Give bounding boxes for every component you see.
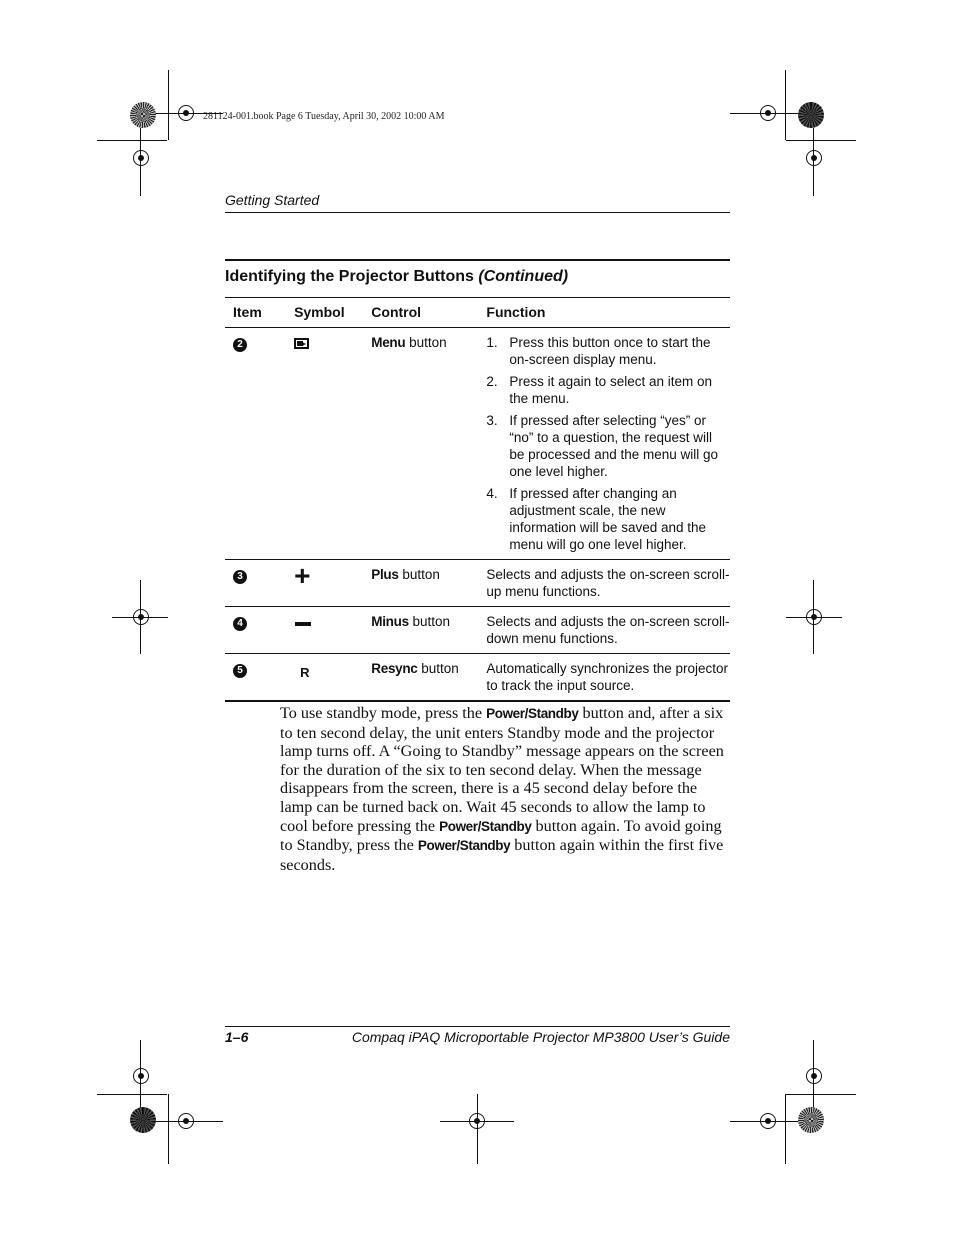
standby-paragraph: To use standby mode, press the Power/Standby button and, after a six to ten second delay, the unit enters Standby mode and the projector lamp turns off. A “Going to Standby” message appears on the screen for the duration of the six to ten second delay. When the message disappears from the screen, there is a 45 second delay before the lamp can be turned back on. Wait 45 seconds to allow the lamp to cool before pressing the Power/Standby button again. To avoid going to Standby, press the Power/Standby button again within the first five seconds. (280, 704, 724, 874)
minus-icon (295, 622, 311, 626)
table-top-rule (225, 259, 730, 261)
table-row (225, 328, 730, 560)
control-suffix: button (408, 614, 451, 629)
table-header-row (225, 298, 730, 328)
list-item: 2. Press it again to select an item on the menu. (486, 374, 712, 406)
color-target-icon (798, 102, 824, 128)
color-target-icon (798, 1107, 824, 1133)
item-number-badge: 4 (233, 617, 247, 631)
power-standby-button-name: Power/Standby (439, 818, 532, 834)
table-title (225, 268, 568, 286)
menu-icon (294, 338, 309, 349)
registration-mark-icon (806, 150, 822, 166)
control-name: Menu (371, 335, 406, 350)
control-suffix: button (398, 567, 440, 582)
table-title-suffix: (Continued) (478, 268, 569, 285)
table-row (225, 560, 730, 607)
function-text: Selects and adjusts the on-screen scroll-down menu functions. (486, 607, 730, 654)
header-control: Control (371, 298, 486, 328)
power-standby-button-name: Power/Standby (417, 838, 511, 854)
running-head: Getting Started (225, 192, 320, 208)
list-item: 4. If pressed after changing an adjustment scale, the new information will be saved and the menu will go one level higher. (486, 486, 707, 552)
header-function: Function (486, 298, 730, 328)
registration-mark-icon (178, 105, 194, 121)
print-slug: 281124-001.book Page 6 Tuesday, April 30, 2002 10:00 AM (203, 111, 445, 122)
control-suffix: button (417, 661, 459, 676)
table-row (225, 654, 730, 702)
item-number-badge: 3 (233, 570, 247, 584)
resync-icon: R (300, 665, 310, 680)
header-item: Item (225, 298, 294, 328)
color-target-icon (130, 102, 156, 128)
footer-rule (225, 1026, 730, 1027)
control-suffix: button (405, 335, 447, 350)
registration-mark-icon (133, 150, 149, 166)
footer-book-title: Compaq iPAQ Microportable Projector MP3800 User’s Guide (351, 1029, 730, 1045)
function-text: Selects and adjusts the on-screen scroll-up menu functions. (486, 560, 730, 607)
registration-mark-icon (133, 1068, 149, 1084)
power-standby-button-name: Power/Standby (486, 706, 579, 721)
page-number: 1–6 (225, 1029, 249, 1045)
registration-mark-icon (806, 1068, 822, 1084)
registration-mark-icon (133, 609, 149, 625)
function-text: Automatically synchronizes the projector to track the input source. (486, 654, 730, 702)
table-row (225, 607, 730, 654)
item-number-badge: 5 (233, 664, 247, 678)
registration-mark-icon (178, 1113, 194, 1129)
function-list (486, 334, 730, 553)
registration-mark-icon (806, 609, 822, 625)
buttons-table (225, 298, 730, 702)
registration-mark-icon (760, 1113, 776, 1129)
control-name: Plus (371, 567, 399, 582)
plus-icon: + (294, 560, 311, 591)
header-rule (225, 212, 730, 213)
list-item: 1. Press this button once to start the on-screen display menu. (486, 335, 711, 367)
table-title-text: Identifying the Projector Buttons (225, 268, 474, 285)
control-name: Resync (371, 661, 418, 676)
item-number-badge: 2 (233, 338, 247, 352)
registration-mark-icon (760, 105, 776, 121)
registration-mark-icon (469, 1113, 485, 1129)
list-item: 3. If pressed after selecting “yes” or “no” to a question, the request will be processed and the menu will go one level higher. (486, 413, 719, 479)
control-name: Minus (371, 614, 409, 629)
color-target-icon (130, 1107, 156, 1133)
header-symbol: Symbol (294, 298, 371, 328)
